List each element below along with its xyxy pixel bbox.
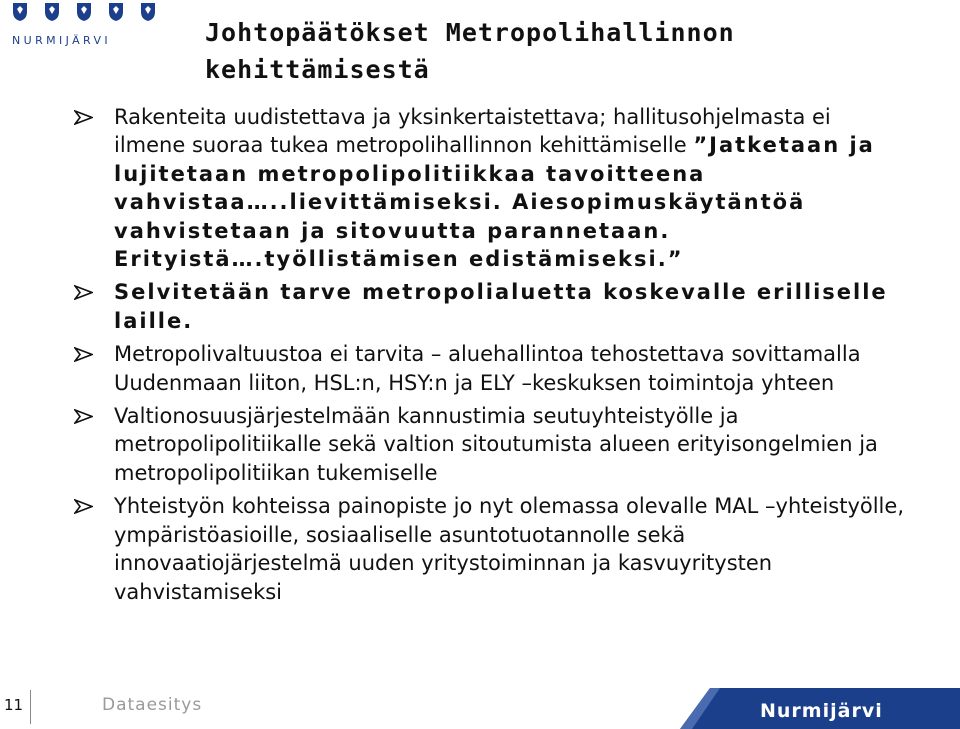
bullet-item [74,340,904,397]
logo-wordmark: NURMIJÄRVI [12,34,112,47]
logo-shields [12,2,156,22]
arrow-bullet-icon [74,499,93,514]
nurmijarvi-logo [0,0,140,54]
footer-divider [30,690,31,724]
bullet-item [74,402,904,487]
bullet-item [74,492,904,606]
slide-title: Johtopäätökset Metropolihallinnon kehittämisestä [205,18,735,84]
footer-label: Dataesitys [102,695,203,715]
arrow-bullet-icon [74,110,93,125]
bullet-text: Yhteistyön kohteissa painopiste jo nyt olemassa olevalle MAL –yhteistyölle, ympäristöasioille, sosiaaliselle asuntotuotannolle sekä innovaatiojärjestelmä uuden yritystoiminnan ja kasvuyritysten vahvistamiseksi [114,494,904,604]
bullet-item [74,278,904,335]
shield-icon [140,2,156,22]
shield-icon [12,2,28,22]
shield-icon [108,2,124,22]
footer-brand: Nurmijärvi [760,700,883,722]
bullet-text: Metropolivaltuustoa ei tarvita – aluehallintoa tehostettava sovittamalla Uudenmaan liiton, HSL:n, HSY:n ja ELY –keskuksen toimintoja yhteen [114,342,861,395]
arrow-bullet-icon [74,347,93,362]
bullet-emphasis-text: ”Jatketaan ja lujitetaan metropolipolitiikkaa tavoitteena vahvistaa…..lievittämiseksi. Aiesopimuskäytäntöä vahvistetaan ja sitovuutta parannetaan. Erityistä….työllistämisen edistämiseksi.” [114,133,875,272]
arrow-bullet-icon [74,285,93,300]
bullet-emphasis-text: Selvitetään tarve metropolialuetta koskevalle erilliselle laille. [114,280,888,333]
bullet-list [74,103,904,611]
arrow-bullet-icon [74,409,93,424]
page-number: 11 [4,696,24,714]
bullet-item [74,103,904,273]
bullet-text [114,103,904,273]
shield-icon [44,2,60,22]
bullet-plain-text: Rakenteita uudistettava ja yksinkertaistettava; hallitusohjelmasta ei ilmene suoraa tukea metropolihallinnon kehittämiselle [114,105,831,158]
shield-icon [76,2,92,22]
bullet-text: Valtionosuusjärjestelmään kannustimia seutuyhteistyölle ja metropolipolitiikalle sekä valtion sitoutumista alueen erityisongelmien ja metropolipolitiikan tukemiselle [114,404,878,485]
